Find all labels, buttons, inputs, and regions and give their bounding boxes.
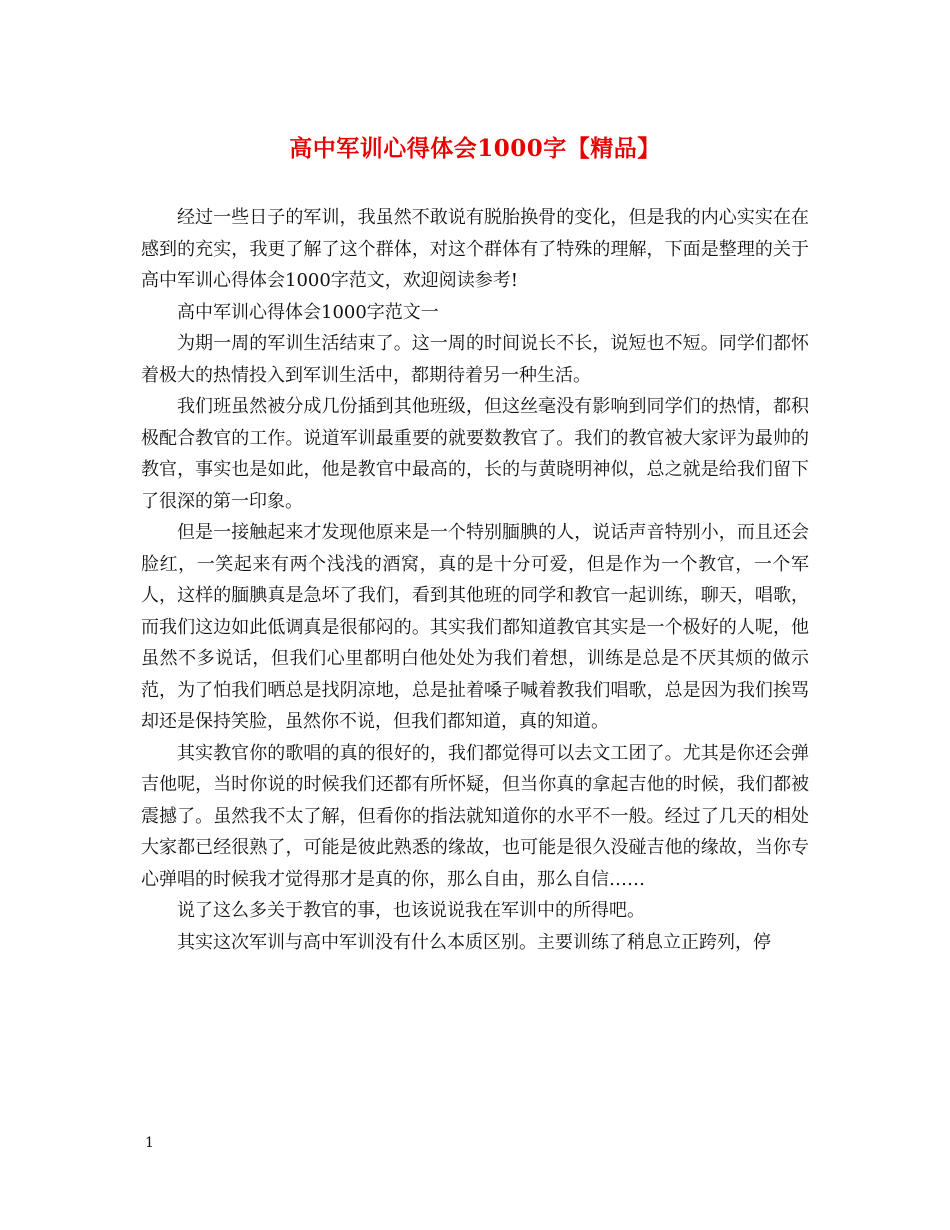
body-paragraph: 但是一接触起来才发现他原来是一个特别腼腆的人，说话声音特别小，而且还会脸红，一笑起来有两个浅浅的酒窝，真的是十分可爱，但是作为一个教官，一个军人，这样的腼腆真是急坏了我们，看到其他班的同学和教官一起训练，聊天，唱歌，而我们这边如此低调真是很郁闷的。其实我们都知道教官其实是一个极好的人呢，他虽然不多说话，但我们心里都明白他处处为我们着想，训练是总是不厌其烦的做示范，为了怕我们晒总是找阴凉地，总是扯着嗓子喊着教我们唱歌，总是因为我们挨骂却还是保持笑脸，虽然你不说，但我们都知道，真的知道。 (141, 522, 809, 732)
document-body (141, 202, 809, 958)
document-title: 高中军训心得体会1000字【精品】 (289, 135, 661, 162)
section-heading: 高中军训心得体会1000字范文一 (177, 301, 439, 323)
body-paragraph: 为期一周的军训生活结束了。这一周的时间说长不长，说短也不短。同学们都怀着极大的热情投入到军训生活中，都期待着另一种生活。 (141, 333, 809, 386)
intro-paragraph: 经过一些日子的军训，我虽然不敢说有脱胎换骨的变化，但是我的内心实实在在感到的充实，我更了解了这个群体，对这个群体有了特殊的理解，下面是整理的关于高中军训心得体会1000字范文，欢迎阅读参考! (141, 207, 809, 291)
page-number: 1 (145, 1135, 154, 1151)
body-paragraph: 其实教官你的歌唱的真的很好的，我们都觉得可以去文工团了。尤其是你还会弹吉他呢，当时你说的时候我们还都有所怀疑，但当你真的拿起吉他的时候，我们都被震撼了。虽然我不太了解，但看你的指法就知道你的水平不一般。经过了几天的相处大家都已经很熟了，可能是彼此熟悉的缘故，也可能是很久没碰吉他的缘故，当你专心弹唱的时候我才觉得那才是真的你，那么自由，那么自信…… (141, 742, 809, 890)
body-paragraph: 我们班虽然被分成几份插到其他班级，但这丝毫没有影响到同学们的热情，都积极配合教官的工作。说道军训最重要的就要数教官了。我们的教官被大家评为最帅的教官，事实也是如此，他是教官中最高的，长的与黄晓明神似，总之就是给我们留下了很深的第一印象。 (141, 396, 809, 512)
body-paragraph: 说了这么多关于教官的事，也该说说我在军训中的所得吧。 (177, 900, 645, 921)
body-paragraph: 其实这次军训与高中军训没有什么本质区别。主要训练了稍息立正跨列，停 (177, 931, 771, 953)
